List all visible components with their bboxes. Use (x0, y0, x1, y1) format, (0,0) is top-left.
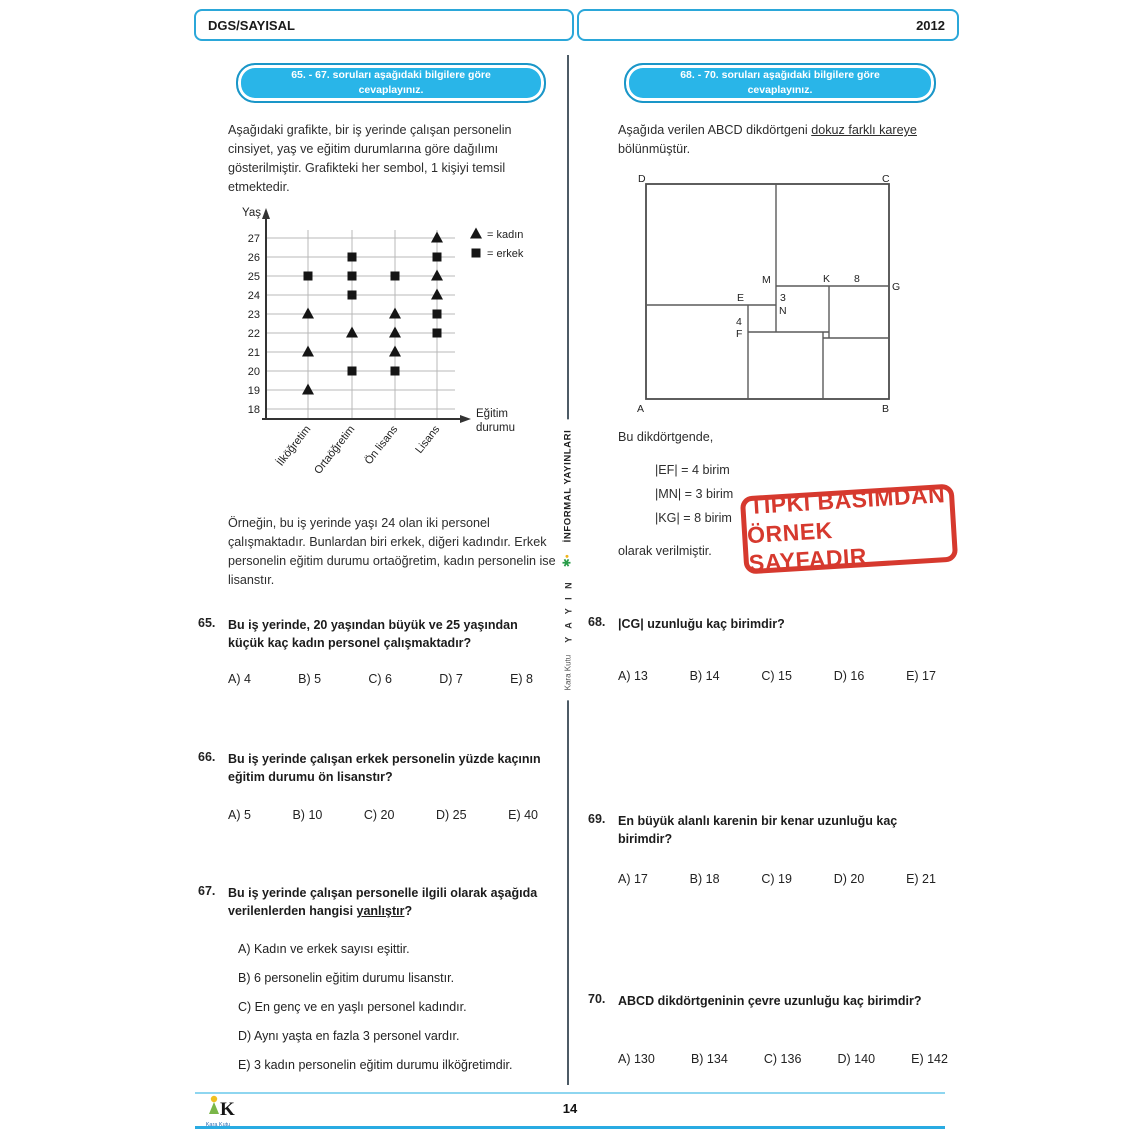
svg-text:25: 25 (247, 271, 260, 283)
stamp-line-1: TIPKI BASIMDAN (748, 480, 946, 519)
question-70 (588, 992, 948, 1066)
header-year: 2012 (916, 17, 945, 33)
svg-text:C: C (882, 173, 890, 185)
svg-text:23: 23 (247, 309, 260, 321)
given-mn: |MN| = 3 birim (655, 487, 734, 501)
option: E) 40 (508, 808, 538, 823)
page-number: 14 (562, 1101, 578, 1116)
age-education-chart (226, 204, 560, 510)
sample-page-stamp (740, 480, 958, 577)
header-right-box (577, 9, 959, 41)
option: D) 25 (436, 808, 467, 823)
stamp-line-2: ÖRNEK SAYFADIR (746, 516, 868, 577)
svg-text:M: M (762, 274, 771, 286)
option: D) 20 (833, 872, 865, 887)
right-intro-paragraph (618, 121, 948, 159)
svg-text:N: N (779, 305, 787, 317)
option: C) 19 (761, 872, 792, 887)
diagram-caption: Bu dikdörtgende, (618, 430, 714, 444)
svg-text:B: B (882, 403, 890, 415)
svg-text:3: 3 (780, 292, 786, 304)
option: A) 13 (618, 669, 648, 684)
right-intro-pre: Aşağıda verilen ABCD dikdörtgeni (618, 123, 812, 137)
svg-text:K: K (823, 273, 831, 285)
option: C) 6 (368, 672, 392, 687)
question-69-options (618, 872, 936, 886)
kara-kutu-logo-icon (198, 1094, 238, 1120)
svg-text:E: E (737, 292, 745, 304)
header-left-box (194, 9, 574, 41)
question-70-number: 70. (588, 992, 606, 1006)
svg-text:Lisans: Lisans (413, 423, 443, 456)
question-65-stem: Bu iş yerinde, 20 yaşından büyük ve 25 yaşından küçük kaç kadın personel çalışmaktadır? (228, 618, 518, 651)
option: A) Kadın ve erkek sayısı eşittir. (238, 942, 410, 957)
option: E) 8 (510, 672, 533, 687)
question-70-stem: ABCD dikdörtgeninin çevre uzunluğu kaç birimdir? (618, 994, 922, 1008)
question-67-stem-post: ? (404, 904, 413, 919)
option: A) 130 (618, 1052, 655, 1067)
svg-text:22: 22 (247, 328, 260, 340)
right-intro-underlined: dokuz farklı kareye (811, 123, 917, 137)
question-68-number: 68. (588, 615, 606, 629)
svg-text:Ön lisans: Ön lisans (362, 423, 401, 467)
left-intro-paragraph: Aşağıdaki grafikte, bir iş yerinde çalışan personelin cinsiyet, yaş ve eğitim durumlarına göre dağılımı gösterilmiştir. Grafikteki her sembol, 1 kişiyi temsil etmektedir. (228, 123, 512, 194)
option: D) 7 (439, 672, 463, 687)
question-69-number: 69. (588, 812, 606, 826)
given-measurements (655, 458, 733, 530)
svg-text:18: 18 (247, 404, 260, 416)
svg-text:F: F (736, 328, 743, 340)
publisher-brand-small: Kara Kutu (563, 654, 573, 691)
publisher-logo-icon: ✱• (561, 554, 574, 568)
option: B) 6 personelin eğitim durumu lisanstır. (238, 971, 455, 986)
footer-line-bottom (195, 1126, 945, 1129)
question-65-number: 65. (198, 616, 216, 630)
question-69-stem: En büyük alanlı karenin bir kenar uzunluğu kaç birimdir? (618, 814, 898, 847)
option: E) 3 kadın personelin eğitim durumu ilköğretimdir. (238, 1058, 513, 1073)
chart-example-paragraph: Örneğin, bu iş yerinde yaşı 24 olan iki personel çalışmaktadır. Bunlardan biri erkek, diğeri kadındır. Erkek personelin eğitim durumu ortaöğretim, kadın personelin ise lisanstır. (228, 516, 556, 587)
question-68-options (618, 669, 936, 683)
question-65 (198, 616, 550, 686)
svg-text:26: 26 (247, 252, 260, 264)
question-67-stem (228, 884, 558, 920)
publisher-brand-mid: Y A Y I N (563, 579, 573, 643)
option: E) 142 (911, 1052, 948, 1067)
option: C) 136 (763, 1052, 802, 1067)
option: E) 21 (906, 872, 936, 887)
question-66-options (228, 808, 538, 822)
option: B) 10 (292, 808, 323, 823)
option: C) 15 (761, 669, 792, 684)
question-67 (198, 884, 558, 1087)
svg-text:Yaş: Yaş (242, 207, 261, 219)
svg-text:21: 21 (247, 347, 260, 359)
option: D) 140 (837, 1052, 876, 1067)
option: D) Aynı yaşta en fazla 3 personel vardır. (238, 1029, 460, 1044)
question-67-stem-pre: Bu iş yerinde çalışan personelle ilgili olarak aşağıda verilenlerden hangisi (228, 886, 538, 919)
svg-text:durumu: durumu (476, 422, 515, 434)
question-67-number: 67. (198, 884, 216, 898)
right-intro-post: bölünmüştür. (618, 141, 691, 156)
banner-questions-68-70 (624, 63, 936, 103)
svg-text:K: K (220, 1099, 235, 1120)
option: A) 17 (618, 872, 648, 887)
squares-diagram (636, 172, 916, 420)
svg-text:20: 20 (247, 366, 260, 378)
publisher-name: İNFORMAL YAYINLARI (562, 429, 574, 543)
svg-text:27: 27 (247, 233, 260, 245)
question-70-options (618, 1052, 948, 1066)
svg-text:Eğitim: Eğitim (476, 408, 508, 420)
svg-text:19: 19 (247, 385, 260, 397)
question-65-options (228, 672, 533, 686)
option: D) 16 (833, 669, 865, 684)
svg-text:İlköğretim: İlköğretim (274, 423, 314, 469)
option: B) 134 (690, 1052, 728, 1067)
question-67-stem-underlined: yanlıştır (356, 904, 405, 919)
question-68 (588, 615, 944, 683)
svg-text:= erkek: = erkek (487, 248, 524, 260)
option: B) 18 (689, 872, 720, 887)
svg-text:D: D (638, 173, 646, 185)
question-66-stem: Bu iş yerinde çalışan erkek personelin yüzde kaçının eğitim durumu ön lisanstır? (228, 752, 541, 785)
option: E) 17 (906, 669, 936, 684)
option: C) 20 (363, 808, 395, 823)
banner-right-text: 68. - 70. soruları aşağıdaki bilgilere göre cevaplayınız. (680, 68, 880, 96)
kara-kutu-logo-caption: Kara Kutu (205, 1122, 231, 1128)
banner-left-text: 65. - 67. soruları aşağıdaki bilgilere göre cevaplayınız. (291, 68, 491, 96)
question-66 (198, 750, 550, 822)
svg-text:= kadın: = kadın (487, 229, 524, 241)
question-68-stem: |CG| uzunluğu kaç birimdir? (618, 617, 785, 631)
svg-text:24: 24 (247, 290, 260, 302)
footer-line-top (195, 1092, 945, 1094)
svg-text:Ortaöğretim: Ortaöğretim (312, 423, 358, 477)
question-69 (588, 812, 944, 886)
svg-text:G: G (892, 281, 901, 293)
header-subject-title: DGS/SAYISAL (208, 17, 295, 33)
svg-text:A: A (637, 403, 645, 415)
given-ef: |EF| = 4 birim (655, 463, 730, 477)
option: B) 14 (689, 669, 720, 684)
svg-text:4: 4 (736, 316, 742, 328)
given-kg: |KG| = 8 birim (655, 511, 732, 525)
svg-text:8: 8 (854, 273, 860, 285)
option: C) En genç ve en yaşlı personel kadındır. (238, 1000, 467, 1015)
kara-kutu-logo (196, 1094, 240, 1128)
option: A) 4 (228, 672, 251, 687)
question-67-options (238, 942, 558, 1072)
banner-questions-65-67 (236, 63, 546, 103)
option: A) 5 (228, 808, 251, 823)
question-66-number: 66. (198, 750, 216, 764)
option: B) 5 (298, 672, 322, 687)
givens-closing-text: olarak verilmiştir. (618, 544, 712, 558)
